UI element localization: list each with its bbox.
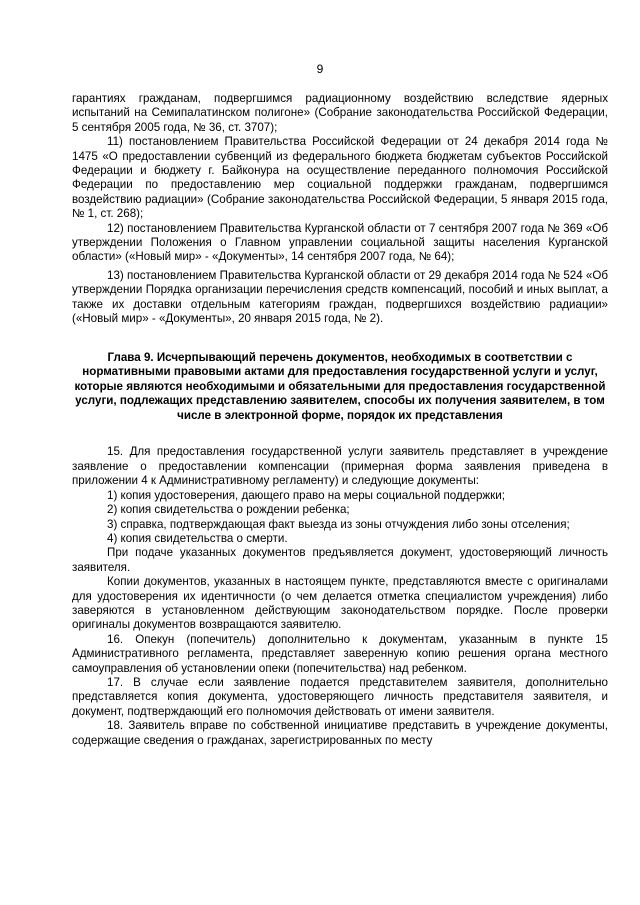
- paragraph-16: 16. Опекун (попечитель) дополнительно к документам, указанным в пункте 15 Административного регламента, представляет заверенную копию решения органа местного самоуправления об установлении опеки (попечительства) над ребенком.: [72, 632, 608, 675]
- document-body: [72, 92, 608, 748]
- page-number: 9: [316, 62, 324, 76]
- list-item-4: 4) копия свидетельства о смерти.: [107, 531, 288, 545]
- paragraph-item-13: 13) постановлением Правительства Курганской области от 29 декабря 2014 года № 524 «Об утверждении Порядка организации перечисления средств компенсаций, пособий и иных выплат, а также их доставки отдельным категориям граждан, подвергшихся воздействию радиации» («Новый мир» - «Документы», 20 января 2015 года, № 2).: [72, 268, 608, 326]
- chapter-heading: Глава 9. Исчерпывающий перечень документов, необходимых в соответствии с нормативными правовыми актами для предоставления государственной услуги и услуг, которые являются необходимыми и обязательными для предоставления государственной услуги, подлежащих представлению заявителем, способы их получения заявителем, в том числе в электронной форме, порядок их представления: [74, 350, 606, 422]
- paragraph-item-12: 12) постановлением Правительства Курганской области от 7 сентября 2007 года № 369 «Об утверждении Положения о Главном управлении социальной защиты населения Курганской области» («Новый мир» - «Документы», 14 сентября 2007 года, № 64);: [72, 221, 608, 264]
- paragraph-item-11: 11) постановлением Правительства Российской Федерации от 24 декабря 2014 года № 1475 «О предоставлении субвенций из федерального бюджета бюджетам субъектов Российской Федерации и бюджету г. Байконура на осуществление переданного полномочия Российской Федерации по предоставлению мер социальной поддержки гражданам, подвергшимся воздействию радиации» (Собрание законодательства Российской Федерации, 5 января 2015 года, № 1, ст. 268);: [72, 135, 608, 221]
- paragraph-15: 15. Для предоставления государственной услуги заявитель представляет в учреждение заявление о предоставлении компенсации (примерная форма заявления приведена в приложении 4 к Административному регламенту) и следующие документы:: [72, 445, 608, 488]
- paragraph-18: 18. Заявитель вправе по собственной инициативе представить в учреждение документы, содержащие сведения о гражданах, зарегистрированных по месту: [72, 719, 608, 747]
- paragraph-copies: Копии документов, указанных в настоящем пункте, представляются вместе с оригиналами для удостоверения их идентичности (о чем делается отметка специалистом учреждения) либо заверяются в установленном действующим законодательством порядке. После проверки оригиналы документов возвращаются заявителю.: [72, 575, 608, 632]
- paragraph-17: 17. В случае если заявление подается представителем заявителя, дополнительно представляется копия документа, удостоверяющего личность представителя заявителя, и документ, подтверждающий его полномочия действовать от имени заявителя.: [72, 675, 608, 718]
- list-item-2: 2) копия свидетельства о рождении ребенка;: [107, 503, 350, 517]
- paragraph-continuation: гарантиях гражданам, подвергшимся радиационному воздействию вследствие ядерных испытаний на Семипалатинском полигоне» (Собрание законодательства Российской Федерации, 5 сентября 2005 года, № 36, ст. 3707);: [72, 92, 608, 134]
- paragraph-identity: При подаче указанных документов предъявляется документ, удостоверяющий личность заявителя.: [72, 546, 608, 574]
- list-item-3: 3) справка, подтверждающая факт выезда из зоны отчуждения либо зоны отселения;: [107, 517, 570, 531]
- list-item-1: 1) копия удостоверения, дающего право на меры социальной поддержки;: [107, 488, 505, 502]
